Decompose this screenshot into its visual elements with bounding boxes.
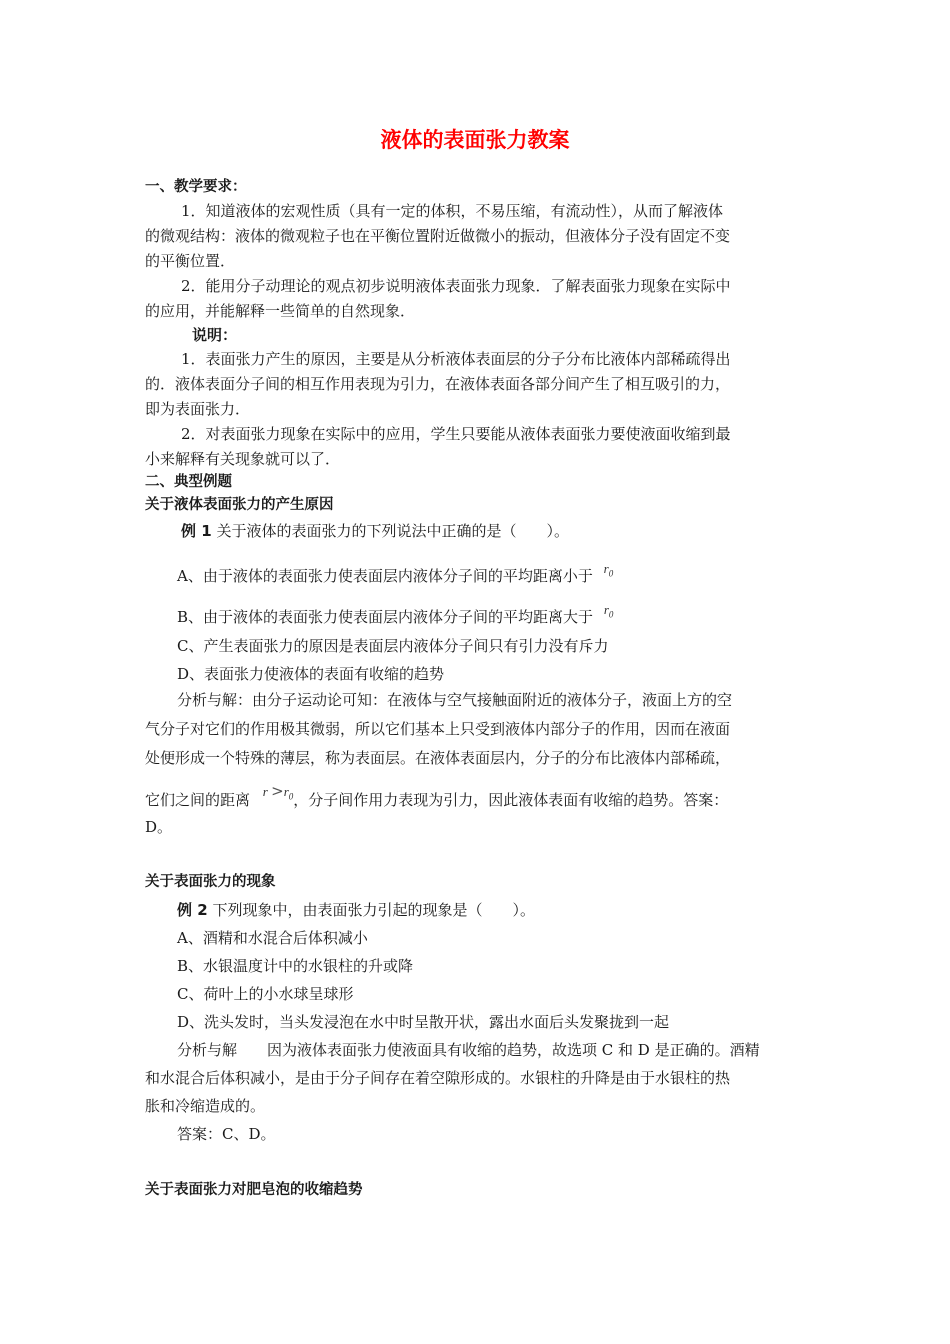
example2-option-d: D、洗头发时，当头发浸泡在水中时呈散开状，露出水面后头发聚拢到一起	[177, 1013, 670, 1031]
example1-option-b	[177, 602, 614, 633]
example1-analysis-line2: 气分子对它们的作用极其微弱，所以它们基本上只受到液体内部分子的作用，因而在液面	[145, 720, 731, 738]
example2-analysis-line2: 和水混合后体积减小，是由于分子间存在着空隙形成的。水银柱的升降是由于水银柱的热	[145, 1069, 731, 1087]
example2-answer: 答案：C、D。	[177, 1125, 276, 1143]
example1-analysis-line4: 它们之间的距离 $r >r_0$，分子间作用力表现为引力，因此液体表面有收缩的趋势。答案：	[145, 782, 729, 809]
example1-question-line	[181, 521, 569, 541]
example1-option-a	[177, 561, 614, 592]
req1-line2: 的微观结构：液体的微观粒子也在平衡位置附近做微小的振动，但液体分子没有固定不变	[145, 227, 731, 245]
section-heading-requirements: 一、教学要求：	[145, 179, 247, 195]
note-label: 说明：	[192, 326, 238, 344]
example1-analysis-line3: 处便形成一个特殊的薄层，称为表面层。在液体表面层内，分子的分布比液体内部稀疏，	[145, 749, 731, 767]
example2-question: 下列现象中，由表面张力引起的现象是（ ）。	[212, 901, 535, 919]
note2-line1: 2．对表面张力现象在实际中的应用，学生只要能从液体表面张力要使液面收缩到最	[181, 425, 731, 443]
example1-analysis-line5: D。	[145, 818, 173, 836]
note1-line2: 的．液体表面分子间的相互作用表现为引力，在液体表面各部分间产生了相互吸引的力，	[145, 375, 731, 393]
example2-option-b: B、水银温度计中的水银柱的升或降	[177, 957, 414, 975]
section-heading-examples: 二、典型例题	[145, 474, 232, 490]
topic-heading-1: 关于液体表面张力的产生原因	[145, 497, 334, 513]
example1-option-c: C、产生表面张力的原因是表面层内液体分子间只有引力没有斥力	[177, 637, 609, 655]
option-b-text: B、由于液体的表面张力使表面层内液体分子间的平均距离大于	[177, 608, 594, 626]
example2-analysis-line1: 分析与解 因为液体表面张力使液面具有收缩的趋势，故选项 C 和 D 是正确的。酒精	[177, 1041, 760, 1059]
example2-option-c: C、荷叶上的小水球呈球形	[177, 985, 354, 1003]
r-gt-r0-formula: $r >r_0$	[262, 782, 294, 802]
example1-label: 例 1	[181, 522, 212, 540]
req1-line3: 的平衡位置．	[145, 252, 236, 270]
r0-symbol-b: $r_0$	[603, 602, 614, 620]
topic-heading-3: 关于表面张力对肥皂泡的收缩趋势	[145, 1182, 363, 1198]
note1-line1: 1．表面张力产生的原因，主要是从分析液体表面层的分子分布比液体内部稀疏得出	[181, 350, 731, 368]
document-title: 液体的表面张力教案	[380, 128, 570, 152]
example2-analysis-line3: 胀和冷缩造成的。	[145, 1097, 266, 1115]
example2-question-line	[177, 900, 535, 920]
req1-line1: 1．知道液体的宏观性质（具有一定的体积，不易压缩，有流动性），从而了解液体	[181, 202, 724, 220]
example1-option-d: D、表面张力使液体的表面有收缩的趋势	[177, 665, 445, 683]
example2-option-a: A、酒精和水混合后体积减小	[177, 929, 368, 947]
topic-heading-2: 关于表面张力的现象	[145, 874, 276, 890]
example2-label: 例 2	[177, 901, 208, 919]
option-a-text: A、由于液体的表面张力使表面层内液体分子间的平均距离小于	[177, 567, 593, 585]
note1-line3: 即为表面张力．	[145, 400, 251, 418]
req2-line2: 的应用，并能解释一些简单的自然现象．	[145, 302, 416, 320]
example1-question: 关于液体的表面张力的下列说法中正确的是（ ）。	[216, 522, 569, 540]
example1-analysis-line1: 分析与解：由分子运动论可知：在液体与空气接触面附近的液体分子，液面上方的空	[177, 691, 733, 709]
note2-line2: 小来解释有关现象就可以了．	[145, 450, 341, 468]
r0-symbol-a: $r_0$	[603, 561, 614, 579]
req2-line1: 2．能用分子动理论的观点初步说明液体表面张力现象．了解表面张力现象在实际中	[181, 277, 731, 295]
